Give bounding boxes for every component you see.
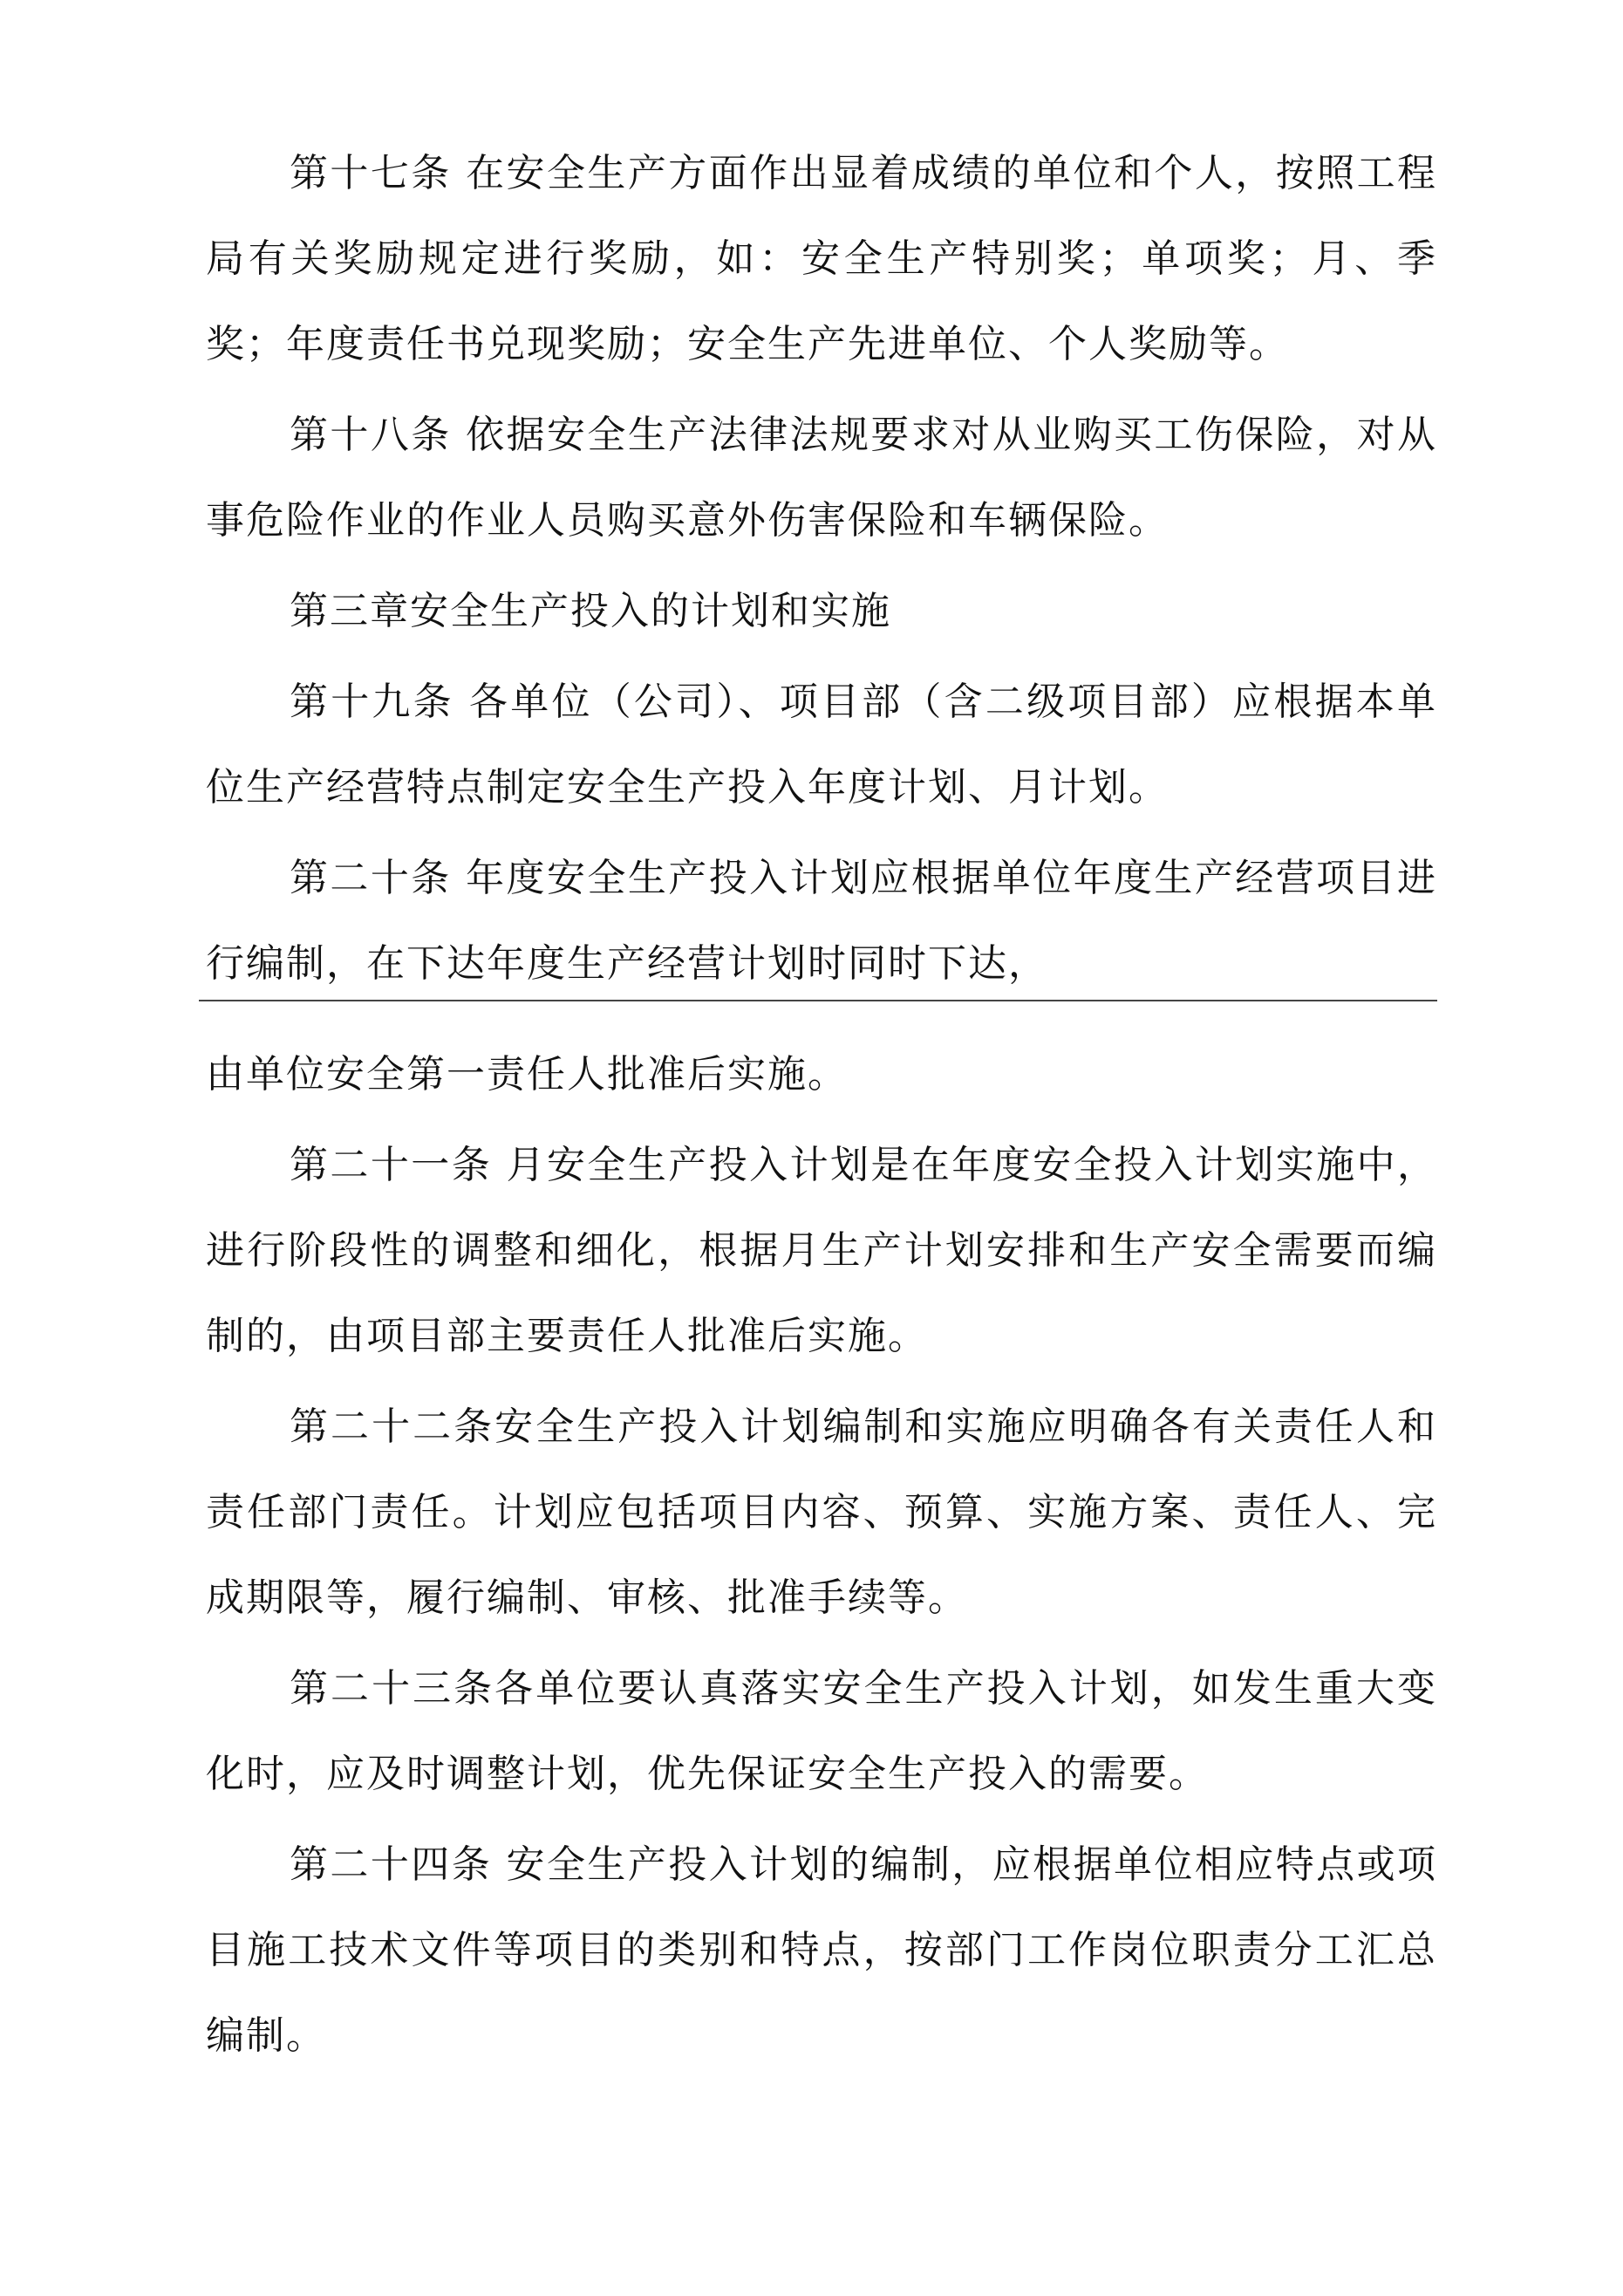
chapter-3-heading: 第三章安全生产投入的计划和实施 — [290, 589, 891, 633]
page-break-divider — [199, 1000, 1437, 1001]
page-bottom-section — [206, 1032, 1437, 2084]
article-20-continuation: 由单位安全第一责任人批准后实施。 — [206, 1052, 848, 1097]
article-22-paragraph: 第二十二条安全生产投入计划编制和实施应明确各有关责任人和责任部门责任。计划应包括项目内容、预算、实施方案、责任人、完成期限等，履行编制、审核、批准手续等。 — [206, 1404, 1437, 1620]
article-18-paragraph: 第十八条 依据安全生产法律法规要求对从业购买工伤保险，对从事危险作业的作业人员购买意外伤害保险和车辆保险。 — [206, 413, 1437, 543]
article-17-paragraph: 第十七条 在安全生产方面作出显着成绩的单位和个人，按照工程局有关奖励规定进行奖励，如：安全生产特别奖；单项奖；月、季奖；年度责任书兑现奖励；安全生产先进单位、个人奖励等。 — [206, 151, 1437, 366]
article-19-paragraph: 第十九条 各单位（公司）、项目部（含二级项目部）应根据本单位生产经营特点制定安全生产投入年度计划、月计划。 — [206, 680, 1437, 810]
article-20-paragraph: 第二十条 年度安全生产投入计划应根据单位年度生产经营项目进行编制，在下达年度生产经营计划时同时下达， — [206, 856, 1437, 986]
article-24-paragraph: 第二十四条 安全生产投入计划的编制，应根据单位相应特点或项目施工技术文件等项目的类别和特点，按部门工作岗位职责分工汇总编制。 — [206, 1842, 1437, 2058]
article-23-paragraph: 第二十三条各单位要认真落实安全生产投入计划，如发生重大变化时，应及时调整计划，优先保证安全生产投入的需要。 — [206, 1666, 1437, 1796]
page-top-section — [206, 131, 1437, 1012]
article-21-paragraph: 第二十一条 月安全生产投入计划是在年度安全投入计划实施中，进行阶段性的调整和细化，根据月生产计划安排和生产安全需要而编制的，由项目部主要责任人批准后实施。 — [206, 1143, 1437, 1358]
